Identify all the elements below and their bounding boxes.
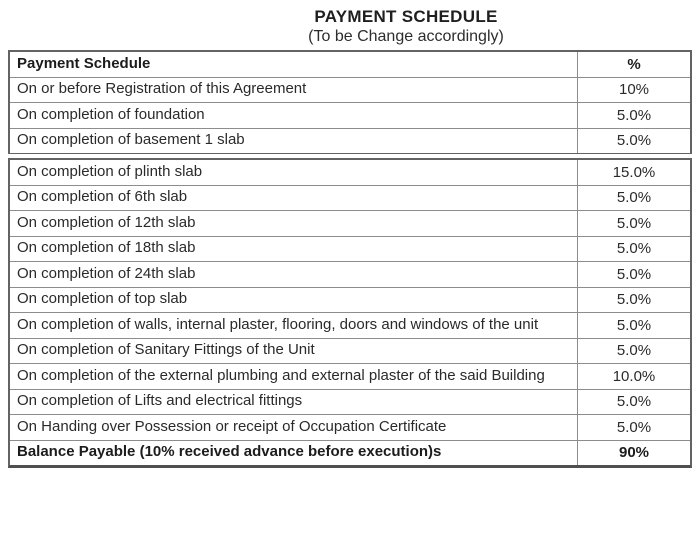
row-value: 15.0% [577, 160, 690, 185]
row-value: 5.0% [577, 186, 690, 211]
table-row [10, 237, 690, 263]
table-row [10, 364, 690, 390]
table-row [10, 339, 690, 365]
row-label: On completion of 18th slab [17, 239, 196, 257]
table-section-1 [8, 50, 692, 154]
row-label: On completion of 24th slab [17, 264, 196, 282]
row-label: On completion of foundation [17, 105, 205, 123]
row-label: Balance Payable (10% received advance before execution)s [17, 443, 442, 461]
table-row [10, 262, 690, 288]
table-row [10, 129, 690, 154]
table-row [10, 78, 690, 104]
row-label: On completion of 12th slab [17, 213, 196, 231]
table-row [10, 390, 690, 416]
header-label: Payment Schedule [17, 54, 151, 72]
page-subtitle: (To be Change accordingly) [308, 28, 504, 46]
header-value: % [577, 52, 690, 77]
row-value: 5.0% [577, 211, 690, 236]
row-label: On Handing over Possession or receipt of Occupation Certificate [17, 417, 447, 435]
table-row [10, 441, 690, 466]
row-label: On completion of plinth slab [17, 162, 203, 180]
row-value: 10% [577, 78, 690, 103]
row-label: On completion of 6th slab [17, 188, 188, 206]
row-label: On completion of the external plumbing and external plaster of the said Building [17, 366, 545, 384]
row-value: 10.0% [577, 364, 690, 389]
table-row [10, 160, 690, 186]
row-value: 5.0% [577, 313, 690, 338]
row-value: 5.0% [577, 390, 690, 415]
table-row [10, 415, 690, 441]
row-value: 90% [577, 441, 690, 466]
payment-schedule-table [8, 50, 692, 468]
row-value: 5.0% [577, 103, 690, 128]
table-row [10, 186, 690, 212]
row-label: On completion of walls, internal plaster, flooring, doors and windows of the unit [17, 315, 539, 333]
table-section-2 [8, 158, 692, 468]
page-title: PAYMENT SCHEDULE [314, 7, 498, 26]
row-value: 5.0% [577, 129, 690, 154]
row-value: 5.0% [577, 415, 690, 440]
row-value: 5.0% [577, 262, 690, 287]
row-label: On or before Registration of this Agreement [17, 80, 307, 98]
row-value: 5.0% [577, 288, 690, 313]
table-row [10, 211, 690, 237]
row-label: On completion of top slab [17, 290, 188, 308]
row-label: On completion of Lifts and electrical fittings [17, 392, 303, 410]
row-value: 5.0% [577, 237, 690, 262]
table-row [10, 313, 690, 339]
table-row [10, 103, 690, 129]
row-label: On completion of Sanitary Fittings of the Unit [17, 341, 315, 359]
row-value: 5.0% [577, 339, 690, 364]
table-row [10, 288, 690, 314]
table-header-row [10, 52, 690, 78]
row-label: On completion of basement 1 slab [17, 131, 245, 149]
title-block [58, 0, 696, 47]
